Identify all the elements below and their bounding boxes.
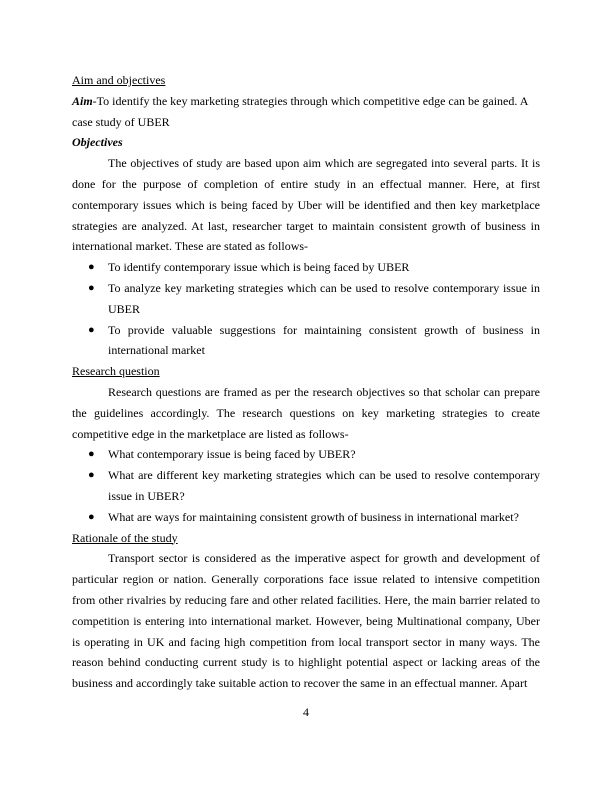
list-item: [72, 465, 540, 507]
list-item: [72, 444, 540, 465]
list-item-text: To analyze key marketing strategies which can be used to resolve contemporary issue in UBER: [108, 280, 540, 316]
objectives-list: [72, 257, 540, 361]
list-item: [72, 278, 540, 320]
bullet-icon: ●: [88, 448, 95, 461]
aim-label: Aim: [72, 93, 93, 108]
questions-list: [72, 444, 540, 527]
bullet-icon: ●: [88, 510, 95, 523]
aim-heading: Aim and objectives: [72, 73, 166, 87]
list-item-text: What contemporary issue is being faced by UBER?: [108, 447, 356, 462]
list-item-text: What are different key marketing strategies which can be used to resolve contemporary issue in UBER?: [108, 468, 540, 503]
document-page: [72, 70, 540, 694]
bullet-icon: ●: [88, 323, 95, 336]
bullet-icon: ●: [88, 261, 95, 274]
rationale-heading: Rationale of the study: [72, 530, 178, 545]
list-item-text: What are ways for maintaining consistent growth of business in international market?: [108, 509, 519, 524]
aim-statement: [72, 91, 540, 133]
list-item: [72, 507, 540, 528]
research-paragraph: Research questions are framed as per the research objectives so that scholar can prepare the guidelines accordingly. The research questions on key marketing strategies to create competitive edge in the marketplace are listed as follows-: [72, 384, 540, 441]
page-number: 4: [303, 705, 309, 719]
objectives-label: Objectives: [72, 135, 123, 150]
rationale-paragraph: Transport sector is considered as the imperative aspect for growth and development of particular region or nation. Generally corporations face issue related to intensive competition from other rivalries by reducing fare and other related facilities. Here, the main barrier related to competition is entering into international market. However, being Multinational company, Uber is operating in UK and facing high competition from local transport sector in many ways. The reason behind conducting current study is to highlight potential aspect or lacking areas of the business and accordingly take suitable action to recover the same in an effectual manner. Apart: [72, 551, 540, 691]
list-item: [72, 320, 540, 362]
list-item: [72, 257, 540, 278]
objectives-paragraph: The objectives of study are based upon aim which are segregated into several parts. It is done for the purpose of completion of entire study in an effectual manner. Here, at first contemporary issues which is being faced by Uber will be identified and then key marketplace strategies are analyzed. At last, researcher target to maintain consistent growth of business in international market. These are stated as follows-: [72, 156, 540, 254]
aim-text: -To identify the key marketing strategies through which competitive edge can be gained. A case study of UBER: [72, 93, 528, 129]
bullet-icon: ●: [88, 281, 95, 294]
list-item-text: To provide valuable suggestions for maintaining consistent growth of business in international market: [108, 322, 540, 358]
research-heading: Research question: [72, 364, 160, 379]
list-item-text: To identify contemporary issue which is being faced by UBER: [108, 260, 410, 275]
bullet-icon: ●: [88, 469, 95, 482]
